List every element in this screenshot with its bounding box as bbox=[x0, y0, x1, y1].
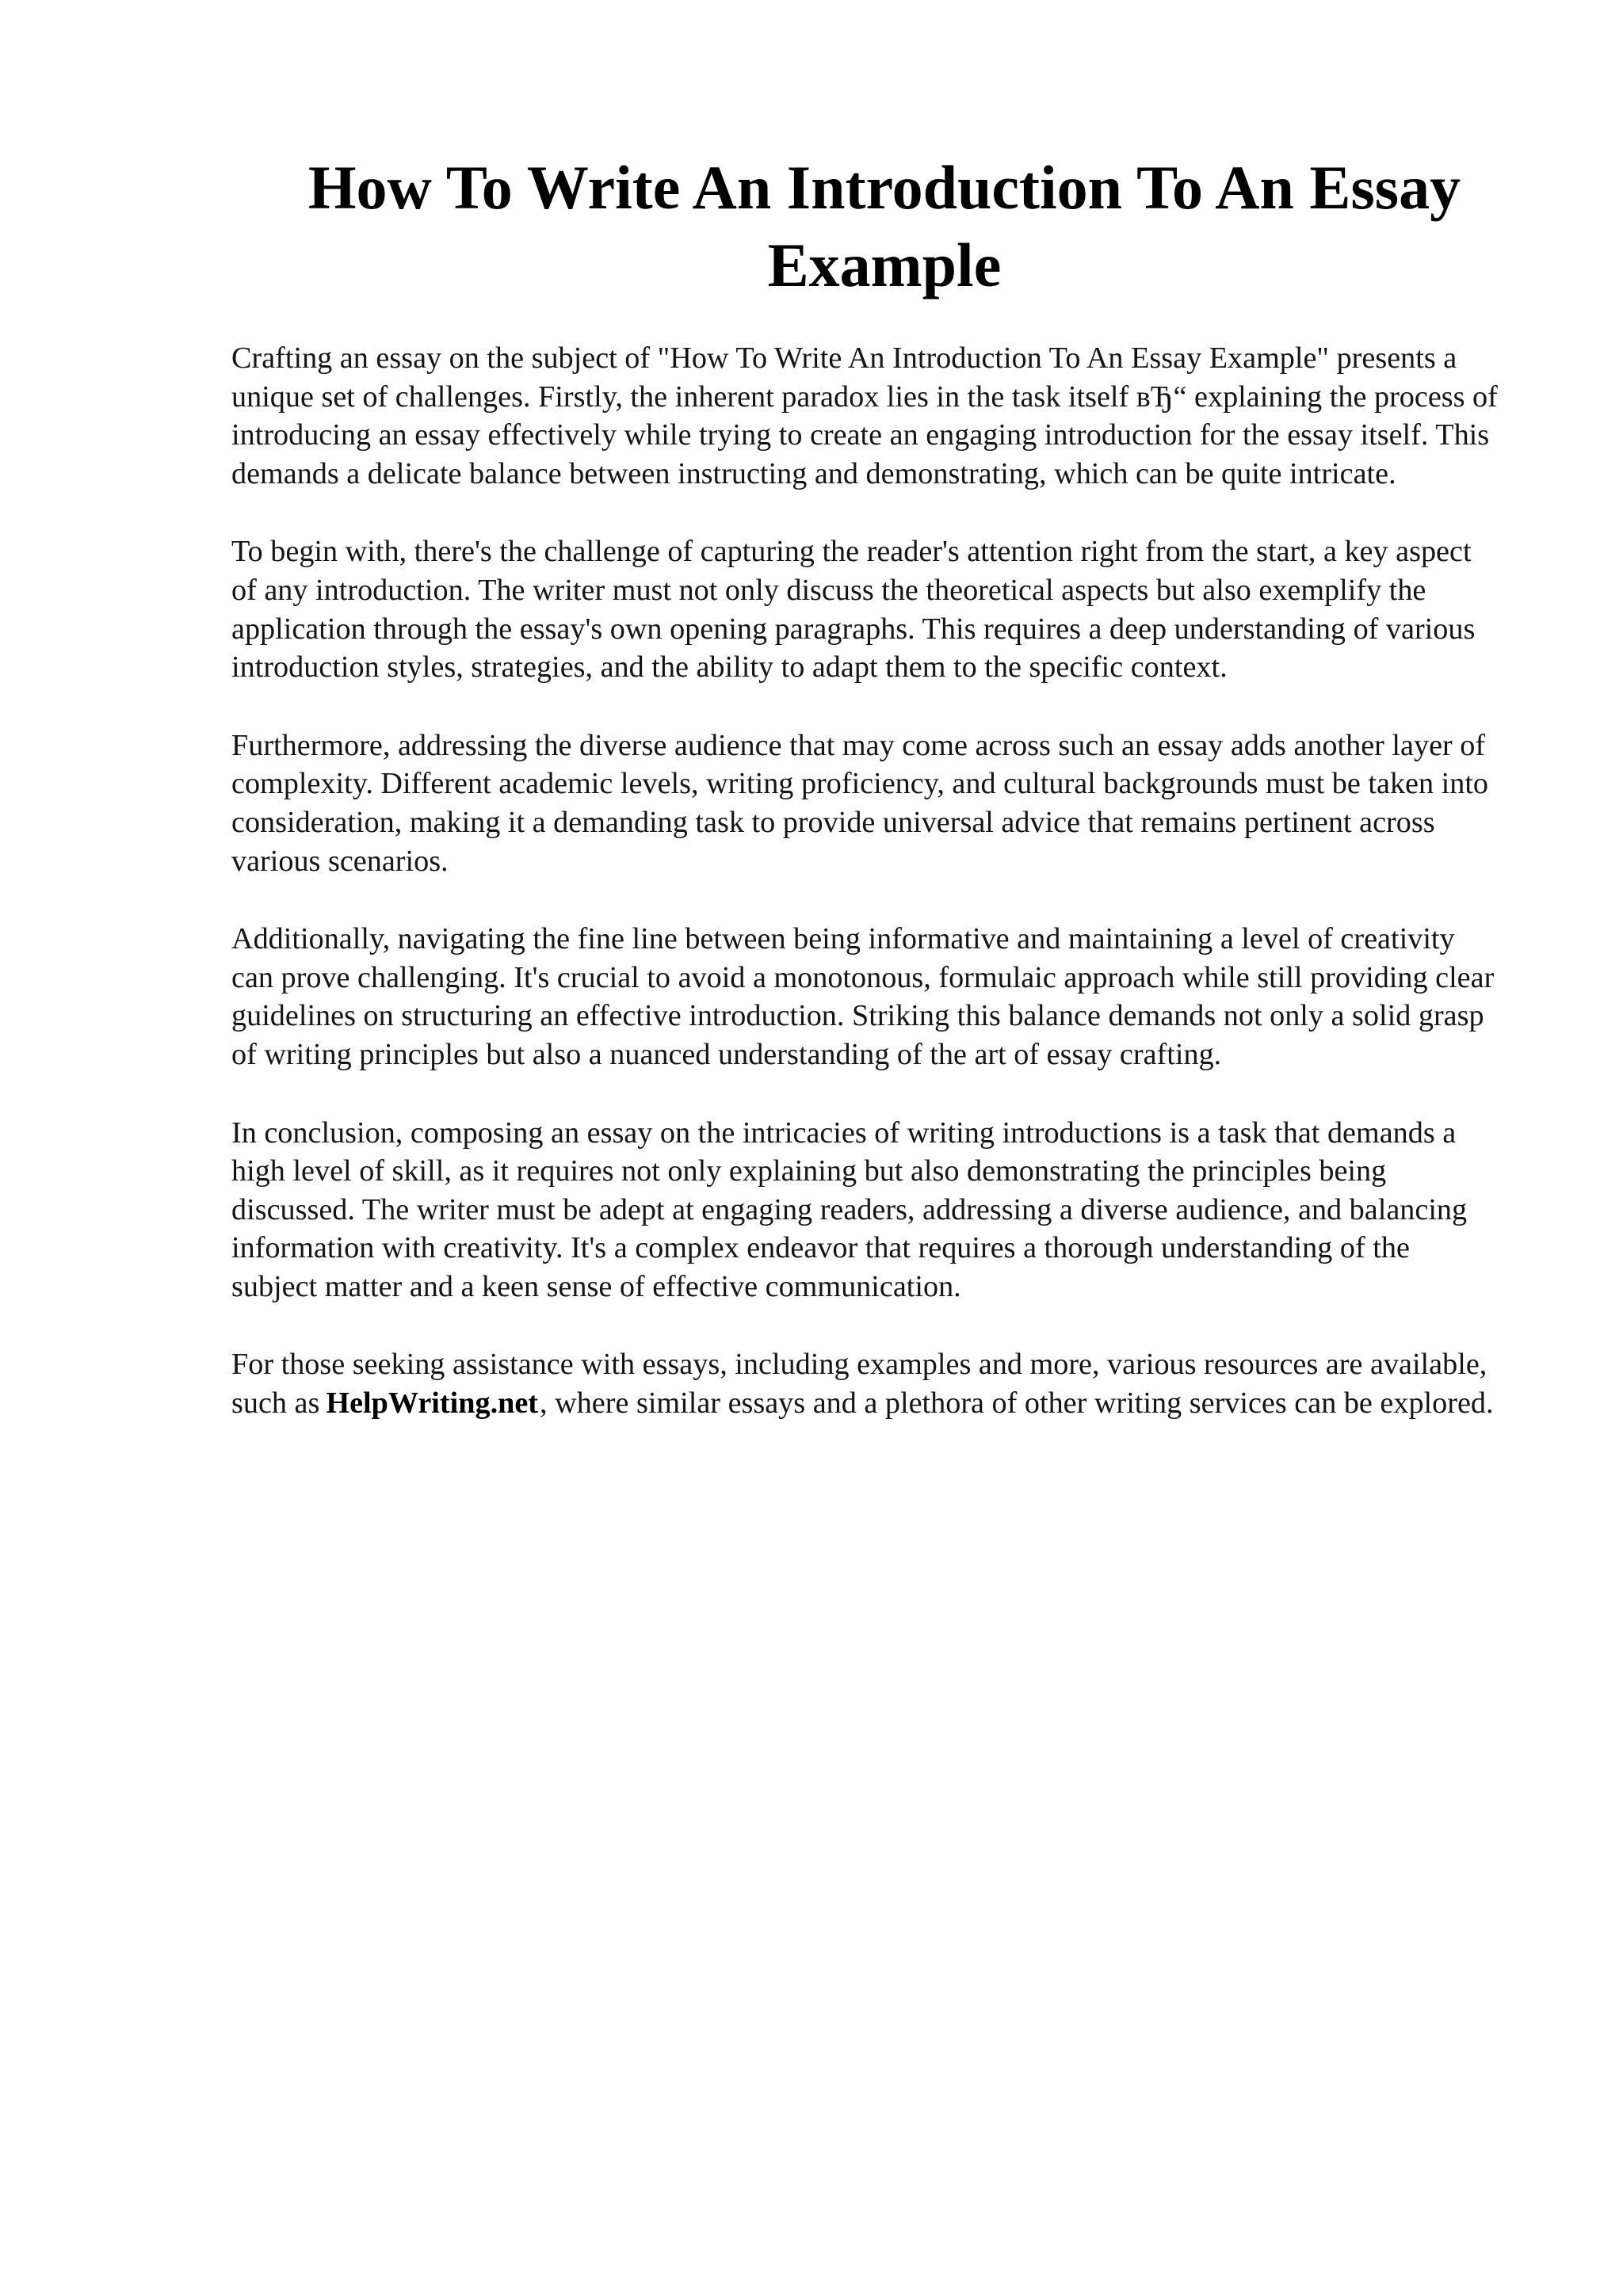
document-title: How To Write An Introduction To An Essay Example bbox=[307, 153, 1461, 299]
document-body bbox=[231, 339, 1499, 1463]
paragraph-creativity: Additionally, navigating the fine line between being informative and maintaining a level of creativity can prove challenging. It's crucial to avoid a monotonous, formulaic approach while still providing clear guidelines on structuring an effective introduction. Striking this balance demands not only a solid grasp of writing principles but also a nuanced understanding of the art of essay crafting. bbox=[231, 922, 1495, 1071]
paragraph-attention: To begin with, there's the challenge of capturing the reader's attention right from the start, a key aspect of any introduction. The writer must not only discuss the theoretical aspects but also exemplify the application through the essay's own opening paragraphs. This requires a deep understanding of various introduction styles, strategies, and the ability to adapt them to the specific context. bbox=[231, 535, 1476, 685]
paragraph-resources bbox=[231, 1345, 1499, 1422]
helpwriting-link[interactable]: HelpWriting.net bbox=[326, 1386, 539, 1421]
paragraph-conclusion: In conclusion, composing an essay on the intricacies of writing introductions is a task that demands a high level of skill, as it requires not only explaining but also demonstrating the principles being discussed. The writer must be adept at engaging readers, addressing a diverse audience, and balancing information with creativity. It's a complex endeavor that requires a thorough understanding of the subject matter and a keen sense of effective communication. bbox=[231, 1116, 1468, 1303]
resources-text-after: , where similar essays and a plethora of other writing services can be explored. bbox=[540, 1386, 1494, 1421]
paragraph-intro: Crafting an essay on the subject of "How To Write An Introduction To An Essay Example" presents a unique set of challenges. Firstly, the inherent paradox lies in the task itself вЂ“ explaining the process of introducing an essay effectively while trying to create an engaging introduction for the essay itself. This demands a delicate balance between instructing and demonstrating, which can be quite intricate. bbox=[231, 341, 1498, 490]
paragraph-audience: Furthermore, addressing the diverse audience that may come across such an essay adds another layer of complexity. Different academic levels, writing proficiency, and cultural backgrounds must be taken into consideration, making it a demanding task to provide universal advice that remains pertinent across various scenarios. bbox=[231, 728, 1489, 878]
resources-text-before: For those seeking assistance with essays, including examples and more, various resources are available, such as bbox=[231, 1348, 1487, 1421]
